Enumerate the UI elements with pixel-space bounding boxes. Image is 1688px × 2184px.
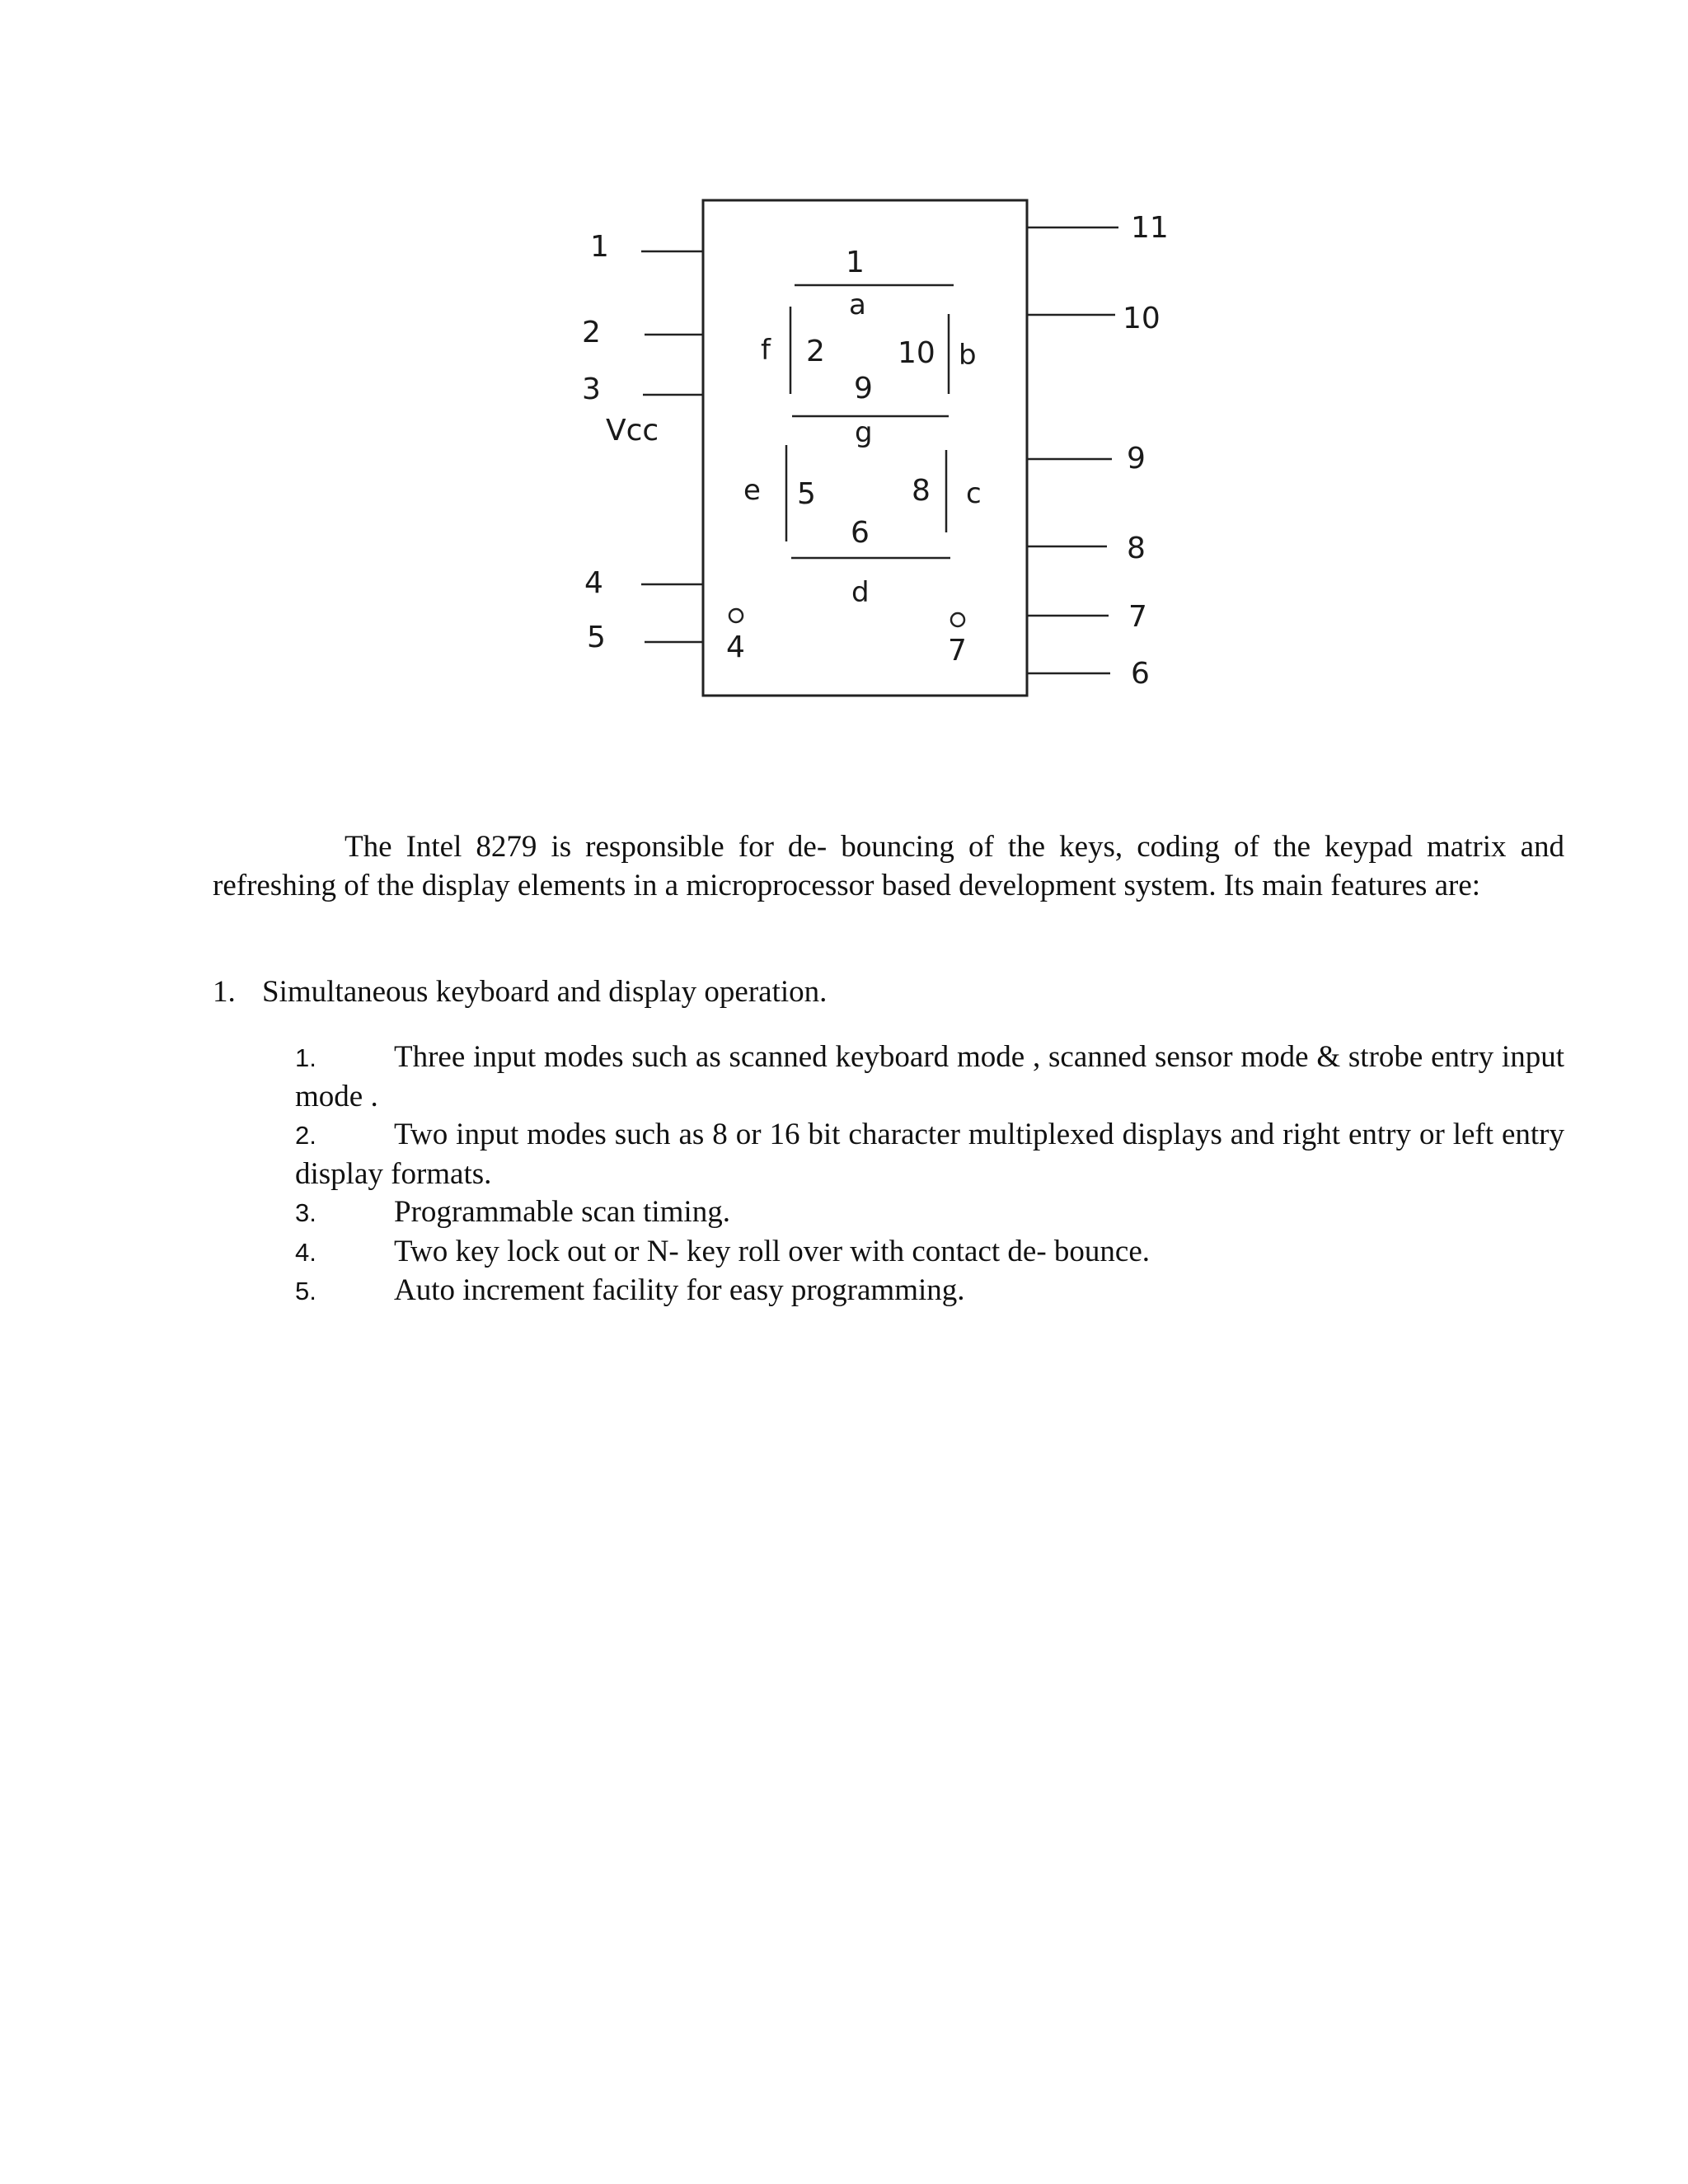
sub-list-text: Three input modes such as scanned keyboard mode , scanned sensor mode & strobe entry input mode . bbox=[295, 1040, 1564, 1113]
pin-label-right-6: 6 bbox=[1131, 657, 1150, 691]
decimal-point-right-pin: 7 bbox=[948, 634, 967, 668]
pin-label-left-5: 5 bbox=[587, 621, 606, 654]
seven-segment-pinout-diagram bbox=[0, 0, 1688, 742]
sub-list-number: 4. bbox=[295, 1237, 316, 1267]
segment-g-pin: 9 bbox=[854, 372, 873, 405]
sub-list-text: Programmable scan timing. bbox=[394, 1195, 730, 1229]
sub-list-item bbox=[295, 1116, 1564, 1193]
main-list-number: 1. bbox=[213, 975, 236, 1009]
segment-a-letter: a bbox=[849, 288, 866, 321]
sub-list-item bbox=[295, 1233, 1564, 1272]
sub-list-number: 2. bbox=[295, 1121, 316, 1150]
pin-label-right-9: 9 bbox=[1127, 442, 1146, 476]
segment-a-pin: 1 bbox=[846, 246, 865, 279]
decimal-point-left-pin: 4 bbox=[726, 630, 745, 664]
segment-b-pin: 10 bbox=[898, 336, 935, 370]
pin-label-left-4: 4 bbox=[584, 566, 603, 600]
sub-list-number: 3. bbox=[295, 1198, 316, 1227]
sub-list-item bbox=[295, 1272, 1564, 1311]
pin-label-left-3: 3 bbox=[582, 373, 601, 406]
segment-d-letter: d bbox=[851, 576, 870, 609]
segment-b-letter: b bbox=[959, 339, 977, 372]
intro-paragraph-text: The Intel 8279 is responsible for de- bouncing of the keys, coding of the keypad matrix and refreshing of the display elements in a microprocessor based development system. Its main features are: bbox=[213, 830, 1564, 902]
decimal-point-right bbox=[951, 613, 964, 626]
segment-g-letter: g bbox=[855, 416, 873, 449]
sub-list-number: 1. bbox=[295, 1043, 316, 1072]
sub-list-text: Auto increment facility for easy programming. bbox=[394, 1273, 965, 1307]
main-list-text: Simultaneous keyboard and display operation. bbox=[262, 975, 828, 1009]
vcc-label: Vcc bbox=[606, 414, 659, 448]
segment-e-letter: e bbox=[743, 474, 761, 507]
pin-label-left-2: 2 bbox=[582, 316, 601, 349]
sub-list-text: Two key lock out or N- key roll over with contact de- bounce. bbox=[394, 1234, 1150, 1268]
segment-e-pin: 5 bbox=[797, 477, 816, 511]
decimal-point-left bbox=[729, 609, 743, 622]
pin-label-right-10: 10 bbox=[1123, 302, 1160, 335]
segment-f-letter: f bbox=[761, 334, 771, 367]
pin-label-left-1: 1 bbox=[590, 230, 609, 264]
pin-label-right-8: 8 bbox=[1127, 532, 1146, 565]
features-sub-list bbox=[295, 1038, 1564, 1311]
main-list-item bbox=[213, 972, 827, 1011]
pin-label-right-7: 7 bbox=[1128, 600, 1147, 634]
sub-list-text: Two input modes such as 8 or 16 bit character multiplexed displays and right entry or left entry display formats. bbox=[295, 1118, 1564, 1191]
segment-d-pin: 6 bbox=[851, 516, 870, 550]
sub-list-item bbox=[295, 1193, 1564, 1233]
sub-list-item bbox=[295, 1038, 1564, 1116]
pin-label-right-11: 11 bbox=[1131, 211, 1169, 245]
segment-c-pin: 8 bbox=[912, 474, 931, 508]
sub-list-number: 5. bbox=[295, 1277, 316, 1305]
segment-f-pin: 2 bbox=[806, 335, 825, 368]
intro-paragraph bbox=[213, 827, 1564, 905]
segment-c-letter: c bbox=[966, 477, 982, 510]
